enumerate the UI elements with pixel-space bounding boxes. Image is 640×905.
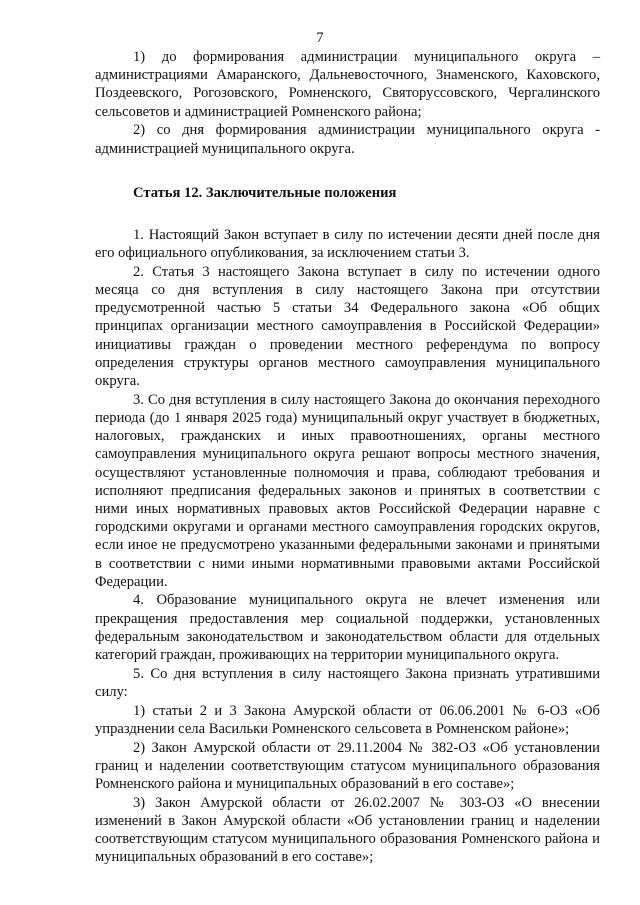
repealed-item: 1) статьи 2 и 3 Закона Амурской области от 06.06.2001 № 6-ОЗ «Об упразднении села Васильки Ромненского сельсовета в Ромненском районе»;: [95, 702, 600, 737]
document-body: [95, 48, 600, 867]
article-heading: Статья 12. Заключительные положения: [133, 184, 397, 201]
paragraph: 3. Со дня вступления в силу настоящего Закона до окончания переходного периода (до 1 января 2025 года) муниципальный округ участвует в бюджетных, налоговых, гражданских и иных правоотношениях, органы местного самоуправления муниципального округа решают вопросы местного значения, осуществляют установленные полномочия и права, соблюдают требования и исполняют предписания федеральных законов и принятых в соответствии с ними иных нормативных правовых актов Российской Федерации наравне с городскими округами и органами местного самоуправления городских округов, если иное не предусмотрено указанными федеральными законами и принятыми в соответствии с ними иными нормативными правовыми актами Российской Федерации.: [95, 391, 600, 590]
paragraph: 5. Со дня вступления в силу настоящего Закона признать утратившими силу:: [95, 665, 600, 700]
paragraph: 4. Образование муниципального округа не влечет изменения или прекращения предоставления мер социальной поддержки, установленных федеральным законодательством и законодательством области для отдельных категорий граждан, проживающих на территории муниципального округа.: [95, 592, 600, 664]
paragraph: 2. Статья 3 настоящего Закона вступает в силу по истечении одного месяца со дня вступления в силу настоящего Закона при отсутствии предусмотренной частью 5 статьи 34 Федерального закона «Об общих принципах организации местного самоуправления в Российской Федерации» инициативы граждан о проведении местного референдума по вопросу определения структуры органов местного самоуправления муниципального округа.: [95, 263, 600, 390]
paragraph: 1. Настоящий Закон вступает в силу по истечении десяти дней после дня его официального опубликования, за исключением статьи 3.: [95, 226, 600, 262]
page-number: 7: [316, 30, 324, 46]
repealed-item: 2) Закон Амурской области от 29.11.2004 № 382-ОЗ «Об установлении границ и наделении соответствующим статусом муниципального образования Ромненского района и муниципальных образований в его составе»;: [95, 739, 600, 793]
repealed-item: 3) Закон Амурской области от 26.02.2007 № 303-ОЗ «О внесении изменений в Закон Амурской области «Об установлении границ и наделении соответствующим статусом муниципального образования Ромненского района и муниципальных образований в его составе»;: [95, 794, 600, 866]
list-item: 2) со дня формирования администрации муниципального округа - администрацией муниципального округа.: [95, 122, 600, 157]
list-item: 1) до формирования администрации муниципального округа – администрациями Амаранского, Дальневосточного, Знаменского, Каховского, Поздеевского, Рогозовского, Ромненского, Святоруссовского, Чергалинского сельсоветов и администрацией Ромненского района;: [95, 49, 600, 120]
